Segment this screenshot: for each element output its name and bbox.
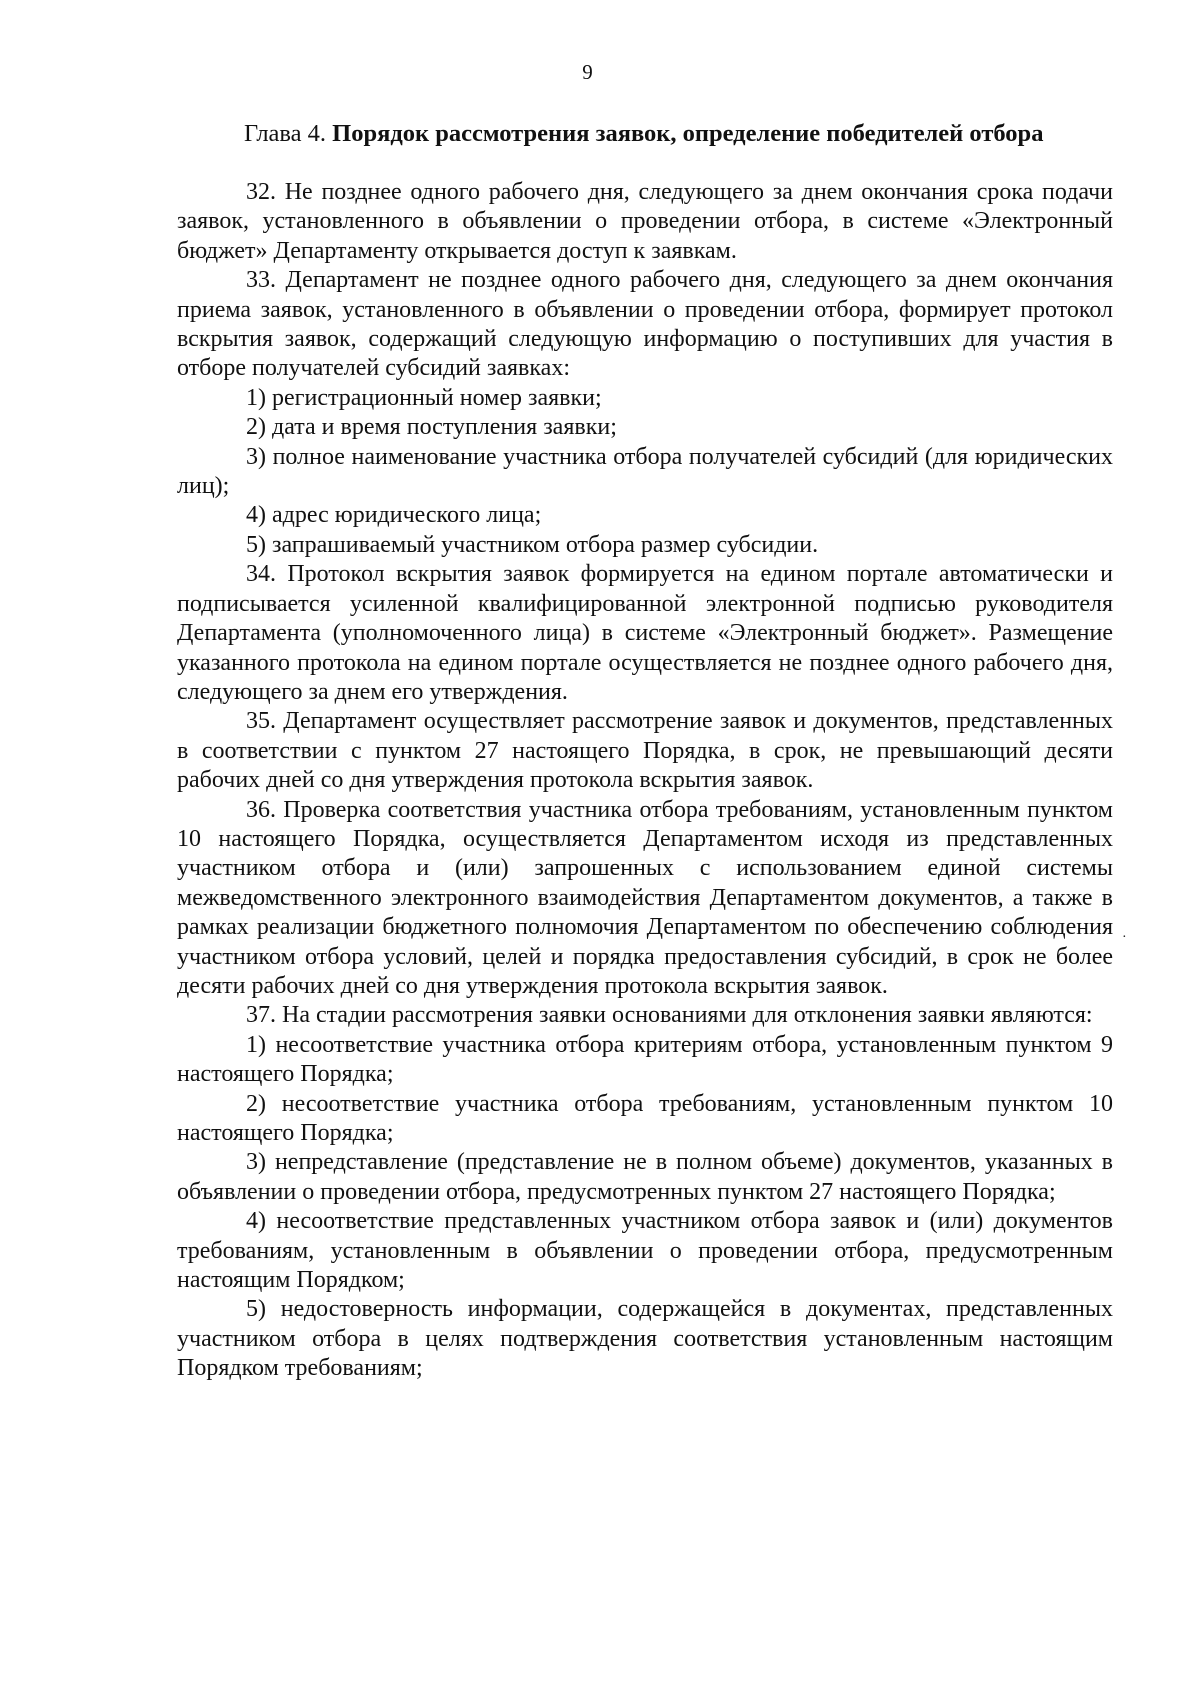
paragraph-35: 35. Департамент осуществляет рассмотрение заявок и документов, представленных в соответствии с пунктом 27 настоящего Порядка, в срок, не превышающий десяти рабочих дней со дня утверждения протокола вскрытия заявок. [177, 708, 1113, 794]
margin-mark: · [1122, 930, 1127, 945]
document-body [177, 178, 1113, 1384]
list-item-37-5: 5) недостоверность информации, содержащейся в документах, представленных участником отбора в целях подтверждения соответствия установленным настоящим Порядком требованиям; [177, 1296, 1113, 1382]
list-item-33-4: 4) адрес юридического лица; [246, 502, 542, 529]
list-item-37-3: 3) непредставление (представление не в полном объеме) документов, указанных в объявлении о проведении отбора, предусмотренных пунктом 27 настоящего Порядка; [177, 1149, 1113, 1205]
paragraph-36: 36. Проверка соответствия участника отбора требованиям, установленным пунктом 10 настоящего Порядка, осуществляется Департаментом исходя из представленных участником отбора и (или) запрошенных с использованием единой системы межведомственного электронного взаимодействия Департаментом документов, а также в рамках реализации бюджетного полномочия Департаментом по обеспечению соблюдения участником отбора условий, целей и порядка предоставления субсидий, в срок не более десяти рабочих дней со дня утверждения протокола вскрытия заявок. [177, 796, 1113, 999]
paragraph-33: 33. Департамент не позднее одного рабочего дня, следующего за днем окончания приема заявок, установленного в объявлении о проведении отбора, формирует протокол вскрытия заявок, содержащий следующую информацию о поступивших для участия в отборе получателей субсидий заявках: [177, 267, 1113, 382]
list-item-33-3: 3) полное наименование участника отбора получателей субсидий (для юридических лиц); [177, 443, 1113, 500]
list-item-37-1: 1) несоответствие участника отбора критериям отбора, установленным пунктом 9 настоящего Порядка; [177, 1031, 1113, 1088]
chapter-title: Порядок рассмотрения заявок, определение победителей отбора [332, 120, 1044, 147]
list-item-33-1: 1) регистрационный номер заявки; [246, 384, 602, 411]
page-number: 9 [582, 60, 593, 84]
list-item-33-5: 5) запрашиваемый участником отбора размер субсидии. [246, 531, 819, 558]
chapter-heading [244, 120, 1043, 148]
list-item-37-2: 2) несоответствие участника отбора требованиям, установленным пунктом 10 настоящего Порядка; [177, 1090, 1113, 1146]
list-item-33-2: 2) дата и время поступления заявки; [246, 414, 617, 441]
paragraph-32: 32. Не позднее одного рабочего дня, следующего за днем окончания срока подачи заявок, установленного в объявлении о проведении отбора, в системе «Электронный бюджет» Департаменту открывается доступ к заявкам. [177, 179, 1113, 264]
chapter-prefix: Глава 4. [244, 120, 333, 147]
paragraph-34: 34. Протокол вскрытия заявок формируется на едином портале автоматически и подписывается усиленной квалифицированной электронной подписью руководителя Департамента (уполномоченного лица) в системе «Электронный бюджет». Размещение указанного протокола на едином портале осуществляется не позднее одного рабочего дня, следующего за днем его утверждения. [177, 561, 1113, 705]
list-item-37-4: 4) несоответствие представленных участником отбора заявок и (или) документов требованиям, установленным в объявлении о проведении отбора, предусмотренным настоящим Порядком; [177, 1208, 1113, 1294]
paragraph-37: 37. На стадии рассмотрения заявки основаниями для отклонения заявки являются: [246, 1002, 1093, 1029]
